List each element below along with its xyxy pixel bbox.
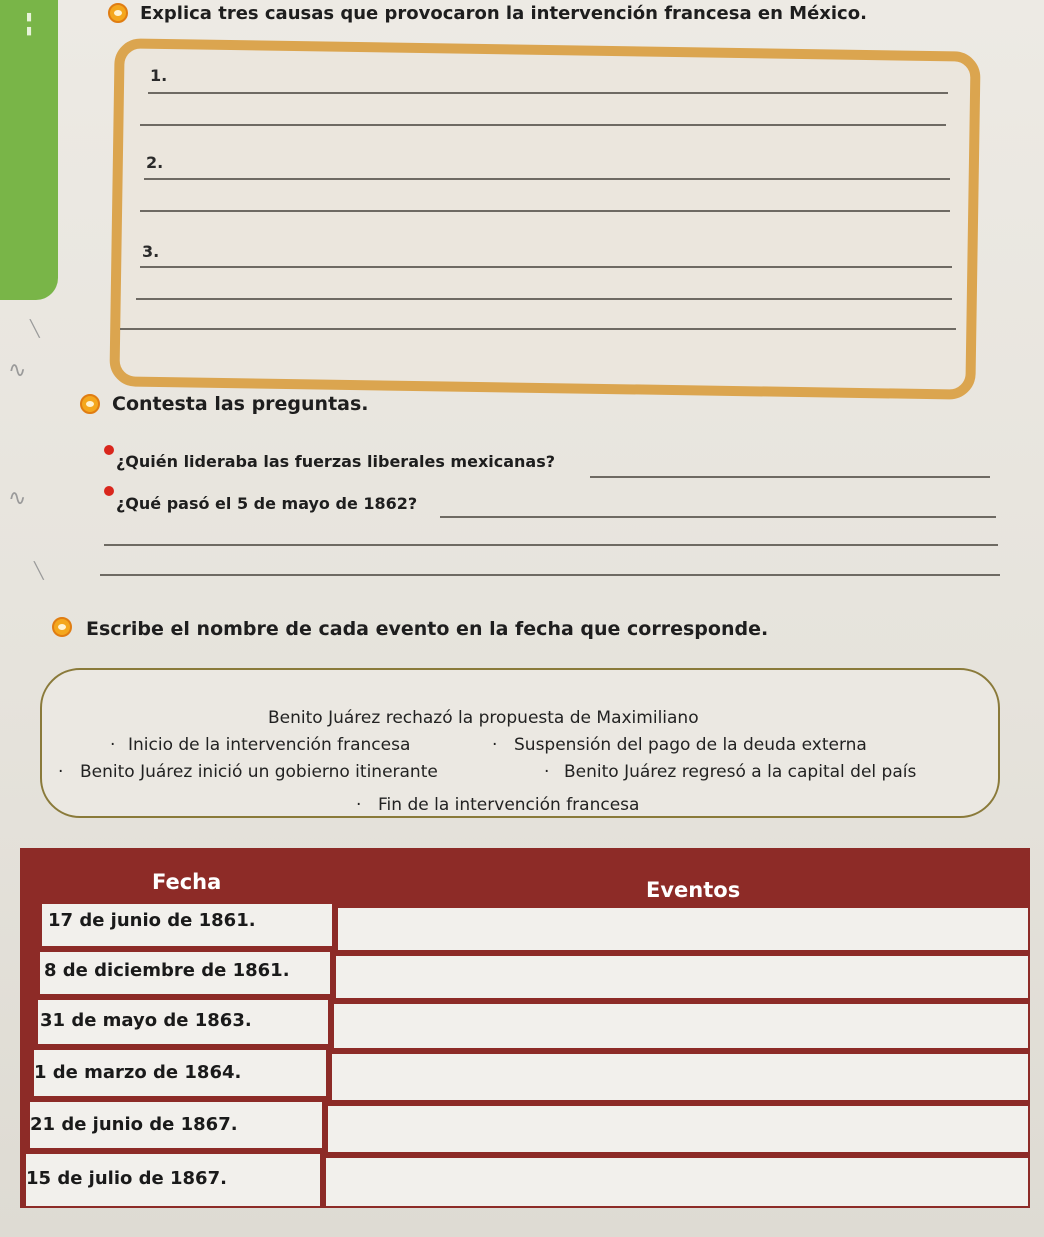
cause-number-3: 3. bbox=[142, 242, 160, 261]
dash-decoration-icon: ╲ bbox=[30, 319, 40, 338]
cause-number-2: 2. bbox=[146, 153, 164, 172]
wave-decoration-icon: ∿ bbox=[8, 358, 27, 383]
tab-logo-icon: ▮ ▮ bbox=[25, 10, 33, 37]
event-answer-cell[interactable] bbox=[332, 1002, 1030, 1050]
event-option: Benito Juárez rechazó la propuesta de Maximiliano bbox=[268, 708, 699, 728]
section3-title: Escribe el nombre de cada evento en la fecha que corresponde. bbox=[86, 618, 769, 640]
answer-line[interactable] bbox=[140, 266, 952, 268]
event-separator: · bbox=[544, 762, 550, 782]
orange-bullet-icon bbox=[80, 394, 100, 414]
answer-line[interactable] bbox=[100, 574, 1000, 576]
answer-line[interactable] bbox=[104, 544, 998, 546]
answer-line[interactable] bbox=[120, 328, 956, 330]
answer-line[interactable] bbox=[144, 178, 950, 180]
orange-bullet-icon bbox=[108, 3, 128, 23]
event-answer-cell[interactable] bbox=[324, 1156, 1030, 1208]
event-option: Benito Juárez regresó a la capital del país bbox=[564, 762, 917, 782]
date-label: 21 de junio de 1867. bbox=[30, 1114, 238, 1135]
answer-line[interactable] bbox=[136, 298, 952, 300]
cause-number-1: 1. bbox=[150, 66, 168, 85]
red-pin-icon bbox=[104, 445, 114, 455]
answer-line[interactable] bbox=[140, 124, 946, 126]
section1-title: Explica tres causas que provocaron la intervención francesa en México. bbox=[140, 3, 867, 24]
table-header-date: Fecha bbox=[152, 870, 222, 894]
event-separator: · bbox=[356, 795, 362, 815]
event-option: Fin de la intervención francesa bbox=[378, 795, 640, 815]
event-answer-cell[interactable] bbox=[330, 1052, 1030, 1102]
dash-decoration-icon: ╲ bbox=[34, 561, 44, 580]
answer-line[interactable] bbox=[140, 210, 950, 212]
event-option: Inicio de la intervención francesa bbox=[128, 735, 411, 755]
date-label: 15 de julio de 1867. bbox=[26, 1168, 227, 1189]
question-1: ¿Quién lideraba las fuerzas liberales mexicanas? bbox=[116, 452, 556, 471]
event-option: Benito Juárez inició un gobierno itinerante bbox=[80, 762, 438, 782]
answer-line[interactable] bbox=[590, 476, 990, 478]
green-side-tab bbox=[0, 0, 58, 300]
date-label: 17 de junio de 1861. bbox=[48, 910, 256, 931]
section2-title: Contesta las preguntas. bbox=[112, 393, 369, 415]
orange-bullet-icon bbox=[52, 617, 72, 637]
answer-line[interactable] bbox=[148, 92, 948, 94]
event-option: Suspensión del pago de la deuda externa bbox=[514, 735, 867, 755]
event-answer-cell[interactable] bbox=[326, 1104, 1030, 1154]
wave-decoration-icon: ∿ bbox=[8, 486, 27, 511]
event-answer-cell[interactable] bbox=[336, 906, 1030, 952]
red-pin-icon bbox=[104, 486, 114, 496]
table-header-events: Eventos bbox=[646, 878, 741, 902]
question-2: ¿Qué pasó el 5 de mayo de 1862? bbox=[116, 494, 418, 513]
answer-line[interactable] bbox=[440, 516, 996, 518]
date-label: 8 de diciembre de 1861. bbox=[44, 960, 290, 981]
events-table bbox=[20, 848, 1030, 1208]
event-answer-cell[interactable] bbox=[334, 954, 1030, 1000]
date-label: 31 de mayo de 1863. bbox=[40, 1010, 252, 1031]
event-separator: · bbox=[58, 762, 64, 782]
event-separator: · bbox=[110, 735, 116, 755]
date-label: 1 de marzo de 1864. bbox=[34, 1062, 242, 1083]
event-separator: · bbox=[492, 735, 498, 755]
